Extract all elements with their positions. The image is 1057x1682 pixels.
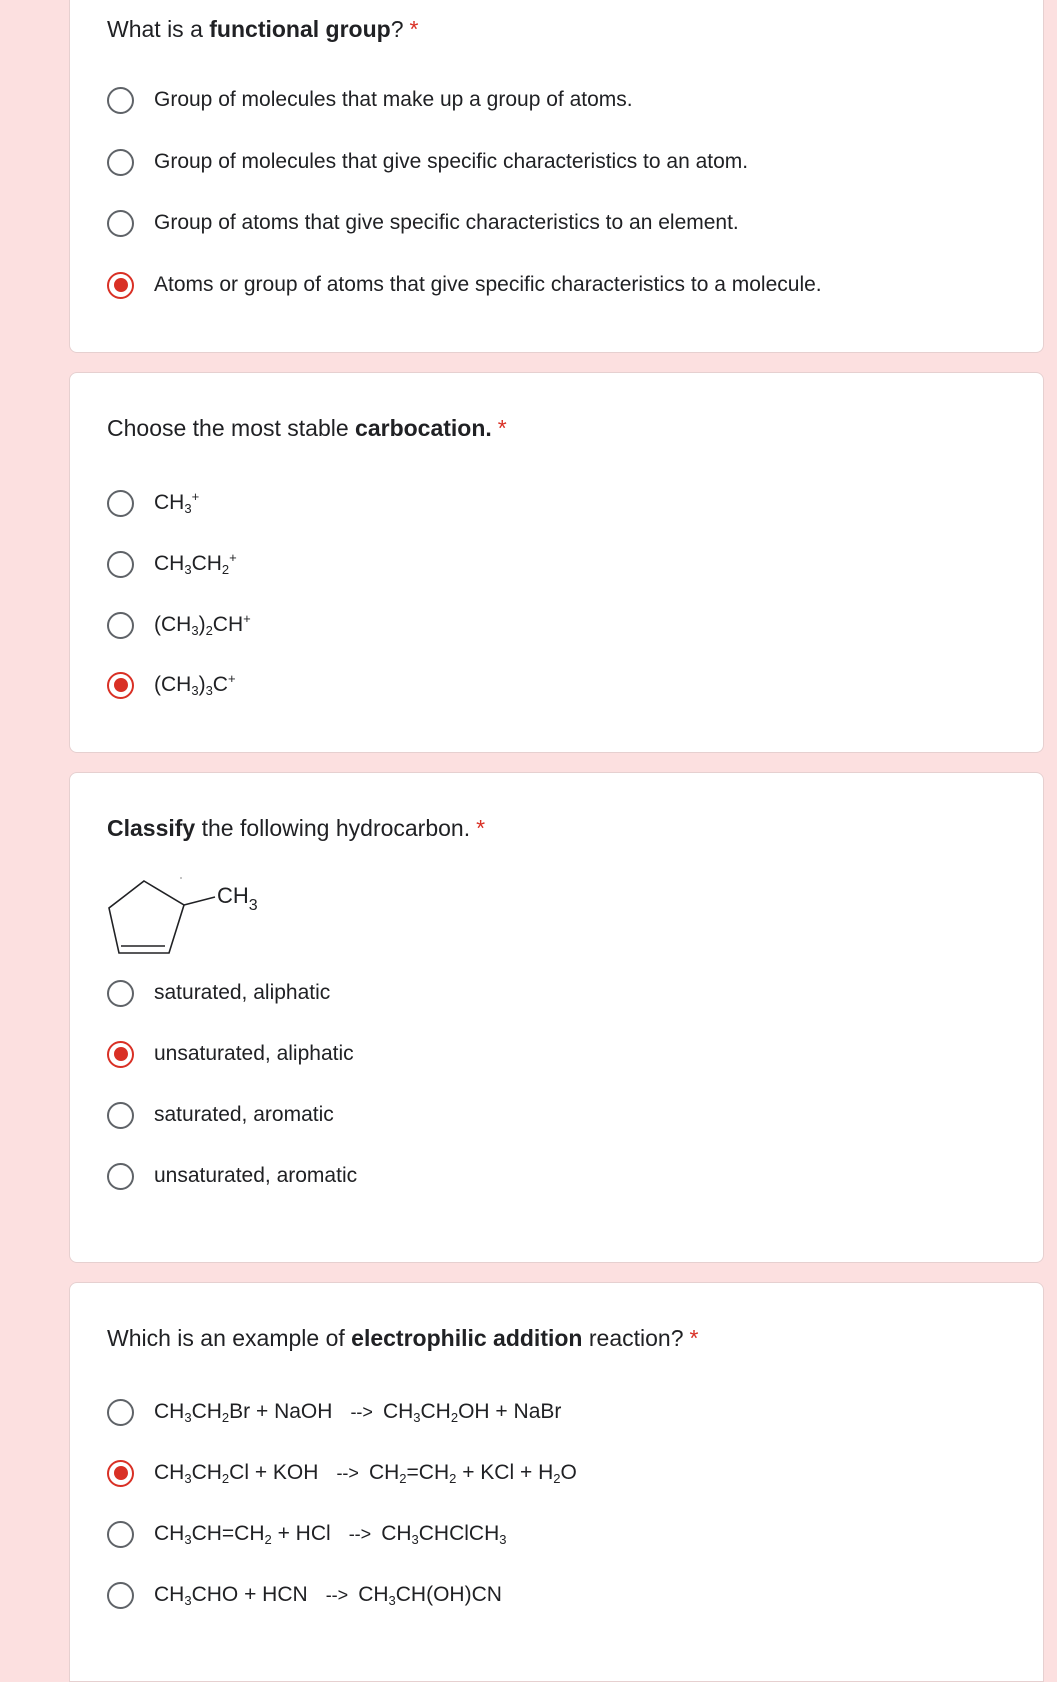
option-q2-c[interactable] bbox=[107, 605, 251, 645]
option-q4-a[interactable] bbox=[107, 1392, 561, 1432]
option-label-tert-butyl-cation: $(CH_3)_3C^+$ bbox=[154, 671, 236, 698]
methyl-label: $CH_3$ bbox=[217, 883, 258, 914]
option-label: Group of atoms that give specific characteristics to an element. bbox=[154, 211, 739, 234]
question-card-carbocation bbox=[69, 372, 1044, 753]
radio-button-selected[interactable] bbox=[107, 672, 134, 699]
title-bold-text: electrophilic addition bbox=[351, 1325, 583, 1351]
question-title bbox=[107, 413, 507, 443]
radio-button[interactable] bbox=[107, 149, 134, 176]
radio-button[interactable] bbox=[107, 1163, 134, 1190]
option-label-isopropyl-cation: $(CH_3)_2CH^+$ bbox=[154, 611, 251, 638]
radio-button[interactable] bbox=[107, 1102, 134, 1129]
radio-button[interactable] bbox=[107, 612, 134, 639]
title-text: Choose the most stable bbox=[107, 415, 356, 441]
required-asterisk: * bbox=[689, 1325, 699, 1351]
question-title bbox=[107, 14, 418, 44]
option-q4-d[interactable] bbox=[107, 1575, 502, 1615]
option-label-substitution-reaction: $CH_3CH_2Br$ + NaOH --> $CH_3CH_2OH$ + NaBr bbox=[154, 1400, 562, 1425]
radio-button[interactable] bbox=[107, 980, 134, 1007]
option-q1-c[interactable] bbox=[107, 203, 739, 243]
option-label-ch3ch2-plus: $CH_3CH_2^+$ bbox=[154, 550, 237, 577]
question-card-electrophilic-addition bbox=[69, 1282, 1044, 1682]
option-q3-c[interactable] bbox=[107, 1095, 334, 1135]
question-title bbox=[107, 813, 485, 843]
title-text: What is a bbox=[107, 16, 210, 42]
title-text: the following hydrocarbon. bbox=[195, 815, 471, 841]
title-bold-text: Classify bbox=[107, 815, 196, 841]
option-label-ch3-plus: $CH_3^+$ bbox=[154, 489, 200, 516]
radio-button[interactable] bbox=[107, 1582, 134, 1609]
radio-button[interactable] bbox=[107, 1521, 134, 1548]
option-q1-d[interactable] bbox=[107, 265, 822, 305]
option-q3-a[interactable] bbox=[107, 973, 330, 1013]
title-text-end: reaction? bbox=[582, 1325, 684, 1351]
required-asterisk: * bbox=[409, 16, 419, 42]
methylcyclopentene-structure-image bbox=[107, 873, 287, 963]
option-q1-b[interactable] bbox=[107, 142, 748, 182]
radio-button[interactable] bbox=[107, 551, 134, 578]
option-q1-a[interactable] bbox=[107, 80, 633, 120]
radio-button-selected[interactable] bbox=[107, 272, 134, 299]
methyl-bond bbox=[184, 897, 215, 905]
question-title bbox=[107, 1323, 698, 1353]
option-label-cyanohydrin-reaction: $CH_3CHO$ + HCN --> $CH_3CH(OH)CN$ bbox=[154, 1583, 502, 1608]
option-q3-b[interactable] bbox=[107, 1034, 354, 1074]
question-card-classify-hydrocarbon bbox=[69, 772, 1044, 1263]
radio-button[interactable] bbox=[107, 87, 134, 114]
option-q2-d[interactable] bbox=[107, 665, 236, 705]
radio-button-selected[interactable] bbox=[107, 1460, 134, 1487]
title-text: Which is an example of bbox=[107, 1325, 352, 1351]
question-card-functional-group bbox=[69, 0, 1044, 353]
radio-button[interactable] bbox=[107, 1399, 134, 1426]
option-q3-d[interactable] bbox=[107, 1156, 357, 1196]
option-label: unsaturated, aromatic bbox=[154, 1164, 358, 1187]
required-asterisk: * bbox=[476, 815, 486, 841]
option-label: saturated, aromatic bbox=[154, 1103, 334, 1126]
title-text-end: ? bbox=[390, 16, 404, 42]
option-label-elimination-reaction: $CH_3CH_2Cl$ + KOH --> $CH_2=CH_2$ + KCl + $H_2O$ bbox=[154, 1461, 577, 1486]
title-bold-text: functional group bbox=[209, 16, 391, 42]
radio-button-selected[interactable] bbox=[107, 1041, 134, 1068]
required-asterisk: * bbox=[497, 415, 507, 441]
title-bold-text: carbocation. bbox=[355, 415, 492, 441]
ring-bonds bbox=[109, 881, 184, 953]
option-label: Group of molecules that give specific characteristics to an atom. bbox=[154, 150, 749, 173]
option-label: unsaturated, aliphatic bbox=[154, 1042, 354, 1065]
option-label-addition-reaction: $CH_3CH=CH_2$ + HCl --> $CH_3CHClCH_3$ bbox=[154, 1522, 507, 1547]
option-q4-b[interactable] bbox=[107, 1453, 577, 1493]
radio-button[interactable] bbox=[107, 490, 134, 517]
option-label: Group of molecules that make up a group of atoms. bbox=[154, 88, 633, 111]
option-q2-b[interactable] bbox=[107, 544, 237, 584]
radio-button[interactable] bbox=[107, 210, 134, 237]
option-q2-a[interactable] bbox=[107, 483, 199, 523]
option-label: Atoms or group of atoms that give specific characteristics to a molecule. bbox=[154, 273, 822, 296]
option-q4-c[interactable] bbox=[107, 1514, 507, 1554]
option-label: saturated, aliphatic bbox=[154, 981, 331, 1004]
